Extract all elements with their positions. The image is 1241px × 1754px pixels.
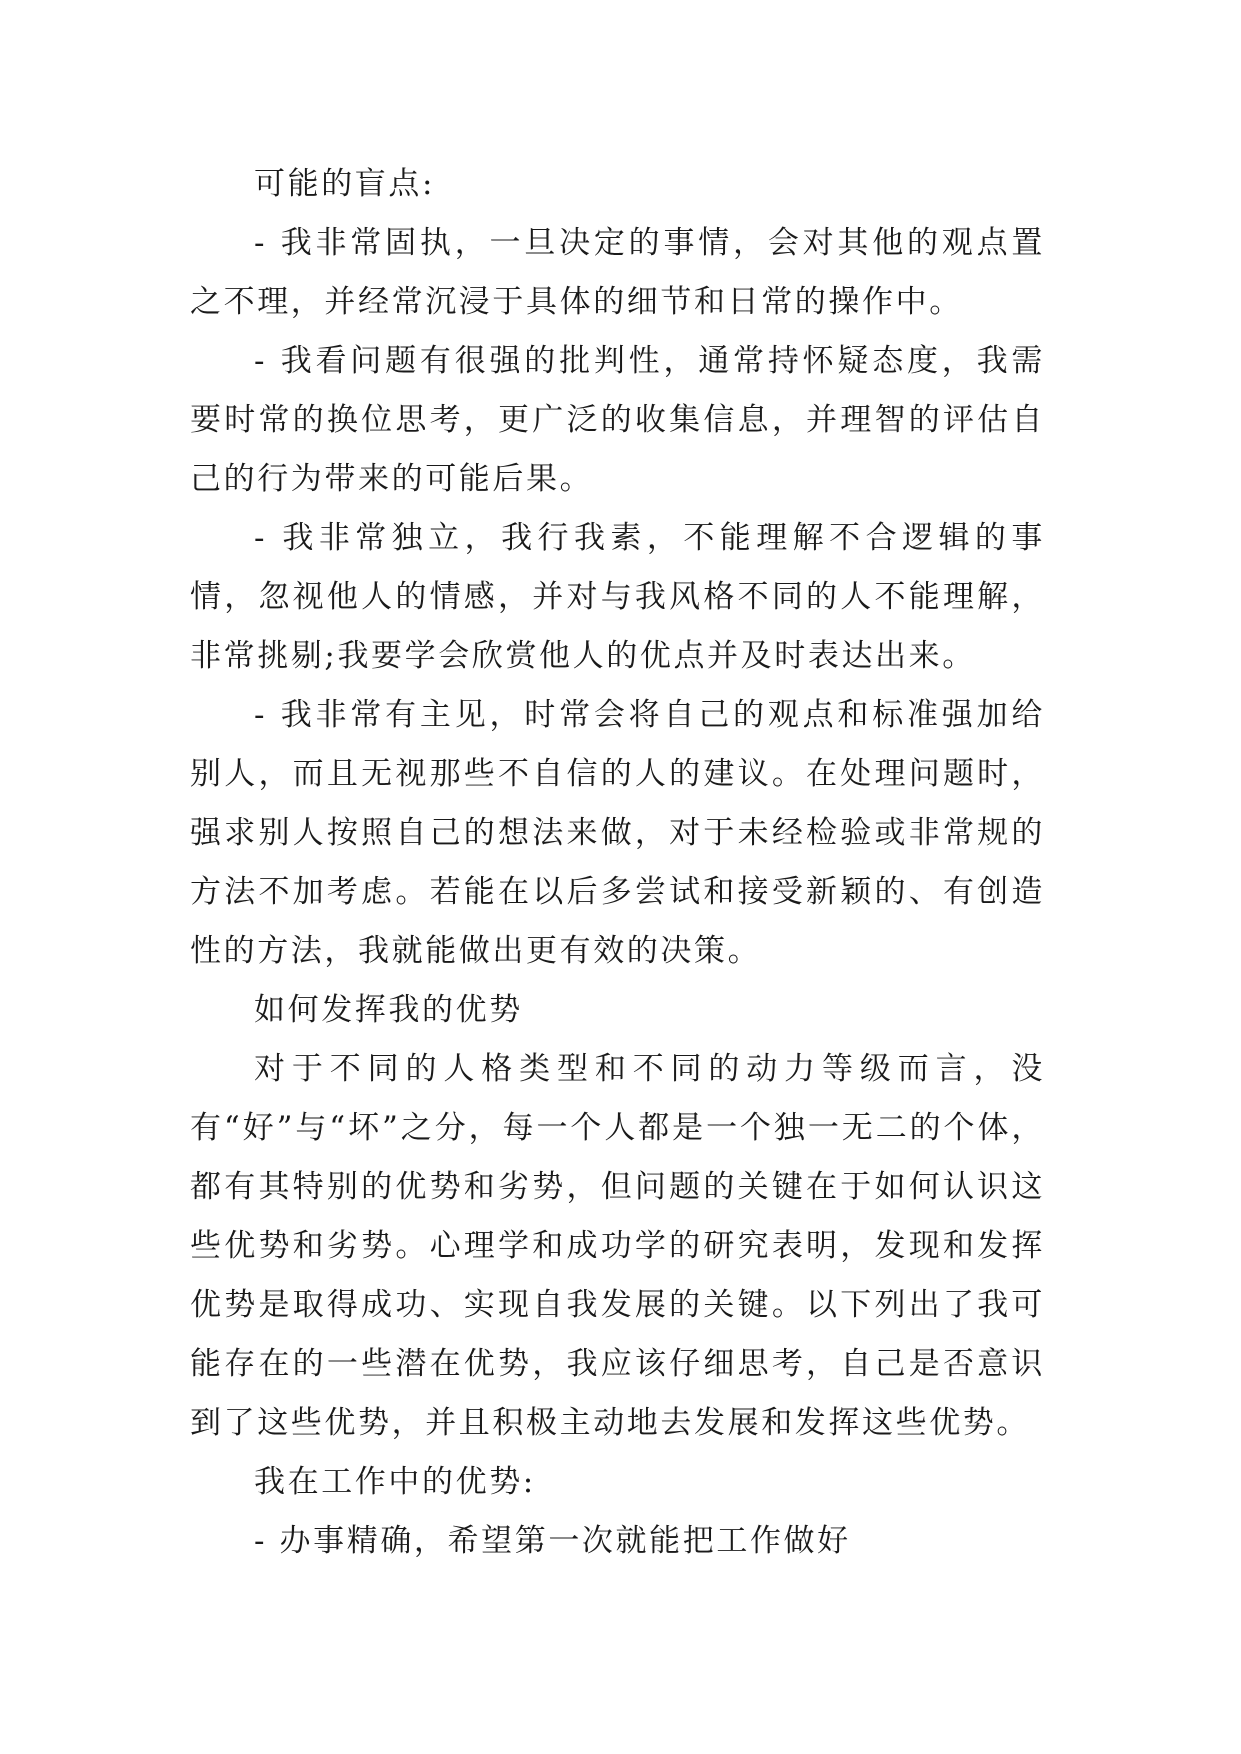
body-paragraph-strengths: 对于不同的人格类型和不同的动力等级而言，没有“好”与“坏”之分，每一个人都是一个独一无二的个体，都有其特别的优势和劣势，但问题的关键在于如何认识这些优势和劣势。心理学和成功学的研究表明，发现和发挥优势是取得成功、实现自我发展的关键。以下列出了我可能存在的一些潜在优势，我应该仔细思考，自己是否意识到了这些优势，并且积极主动地去发展和发挥这些优势。 xyxy=(190,1051,1045,1441)
strength-item-precise: - 办事精确，希望第一次就能把工作做好 xyxy=(254,1523,851,1559)
heading-work-strengths: 我在工作中的优势: xyxy=(254,1464,536,1500)
heading-use-strengths: 如何发挥我的优势 xyxy=(254,992,523,1028)
blind-spot-item-critical: - 我看问题有很强的批判性，通常持怀疑态度，我需要时常的换位思考，更广泛的收集信息，并理智的评估自己的行为带来的可能后果。 xyxy=(190,343,1045,497)
blind-spot-item-independent: - 我非常独立，我行我素，不能理解不合逻辑的事情，忽视他人的情感，并对与我风格不同的人不能理解，非常挑剔;我要学会欣赏他人的优点并及时表达出来。 xyxy=(190,520,1045,674)
heading-blind-spots: 可能的盲点: xyxy=(254,166,436,202)
blind-spot-item-stubborn: - 我非常固执，一旦决定的事情，会对其他的观点置之不理，并经常沉浸于具体的细节和日常的操作中。 xyxy=(190,225,1045,320)
document-page xyxy=(190,155,1045,1571)
blind-spot-item-opinionated: - 我非常有主见，时常会将自己的观点和标准强加给别人，而且无视那些不自信的人的建议。在处理问题时，强求别人按照自己的想法来做，对于未经检验或非常规的方法不加考虑。若能在以后多尝试和接受新颖的、有创造性的方法，我就能做出更有效的决策。 xyxy=(190,697,1045,969)
